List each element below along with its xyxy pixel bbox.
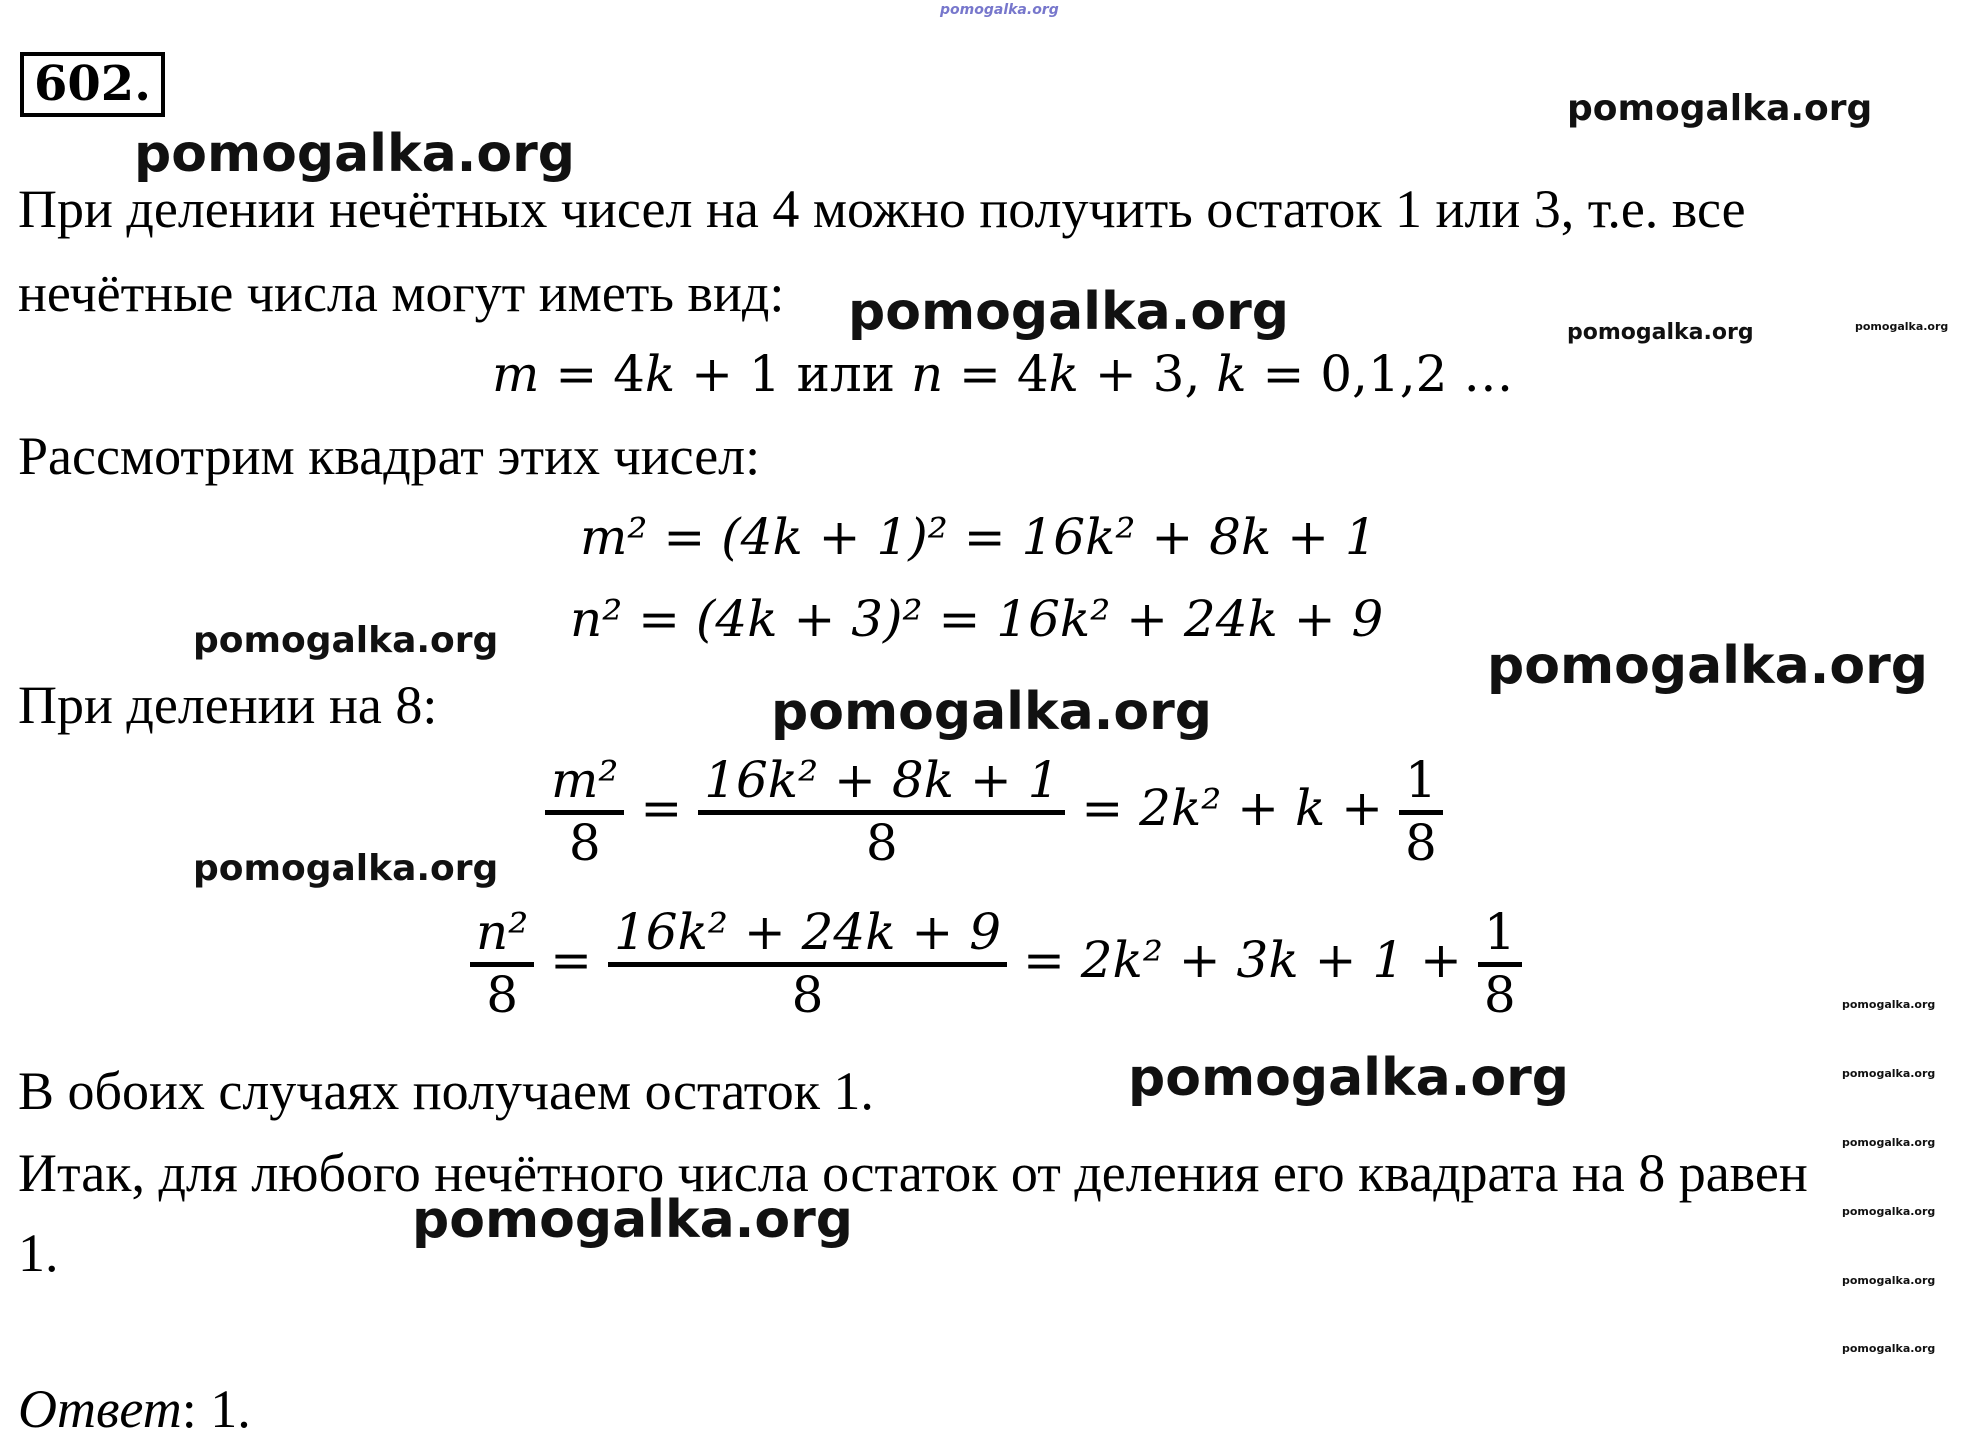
watermark: pomogalka.org xyxy=(1128,1048,1570,1108)
watermark: pomogalka.org xyxy=(771,682,1213,742)
paragraph-line: В обоих случаях получаем остаток 1. xyxy=(18,1061,874,1121)
paragraph-line: Рассмотрим квадрат этих чисел: xyxy=(18,426,761,486)
watermark: pomogalka.org xyxy=(412,1190,854,1250)
watermark: pomogalka.org xyxy=(1567,88,1873,129)
watermark: pomogalka.org xyxy=(1842,1136,1936,1149)
watermark: pomogalka.org xyxy=(1842,1342,1936,1355)
problem-number: 602. xyxy=(20,52,165,117)
paragraph-line: При делении нечётных чисел на 4 можно получить остаток 1 или 3, т.е. все xyxy=(18,179,1746,239)
watermark: pomogalka.org xyxy=(193,620,499,661)
paragraph-line: нечётные числа могут иметь вид: xyxy=(18,263,785,323)
watermark: pomogalka.org xyxy=(1842,1067,1936,1080)
watermark: pomogalka.org xyxy=(134,124,576,184)
watermark: pomogalka.org xyxy=(1842,1274,1936,1287)
watermark-top: pomogalka.org xyxy=(940,2,1059,18)
paragraph-line: Итак, для любого нечётного числа остаток от деления его квадрата на 8 равен xyxy=(18,1143,1808,1203)
watermark: pomogalka.org xyxy=(1842,1205,1936,1218)
division-m-squared: $\frac{\text{m²}}{8}$ = $\frac{\text{16k² + 8k + 1}}{8}$ = 2k² + k + $\frac{1}{8}$ xyxy=(545,752,1443,872)
answer-label: Ответ xyxy=(18,1379,182,1439)
watermark: pomogalka.org xyxy=(848,282,1290,342)
equation-m-squared: m² = (4k + 1)² = 16k² + 8k + 1 xyxy=(580,508,1377,566)
paragraph-line: При делении на 8: xyxy=(18,675,438,735)
answer-line xyxy=(18,1378,251,1440)
answer-value: : 1. xyxy=(181,1379,251,1439)
watermark: pomogalka.org xyxy=(1487,636,1929,696)
watermark: pomogalka.org xyxy=(1855,320,1949,333)
watermark: pomogalka.org xyxy=(1567,320,1754,345)
odd-number-form: m = 4k + 1 или n = 4k + 3, k = 0,1,2 … xyxy=(492,345,1514,403)
watermark: pomogalka.org xyxy=(193,848,499,889)
paragraph-line: 1. xyxy=(18,1223,59,1283)
equation-n-squared: n² = (4k + 3)² = 16k² + 24k + 9 xyxy=(570,590,1384,648)
watermark: pomogalka.org xyxy=(1842,998,1936,1011)
division-n-squared: $\frac{\text{n²}}{8}$ = $\frac{\text{16k² + 24k + 9}}{8}$ = 2k² + 3k + 1 + $\frac{1}{8}$ xyxy=(470,904,1522,1024)
